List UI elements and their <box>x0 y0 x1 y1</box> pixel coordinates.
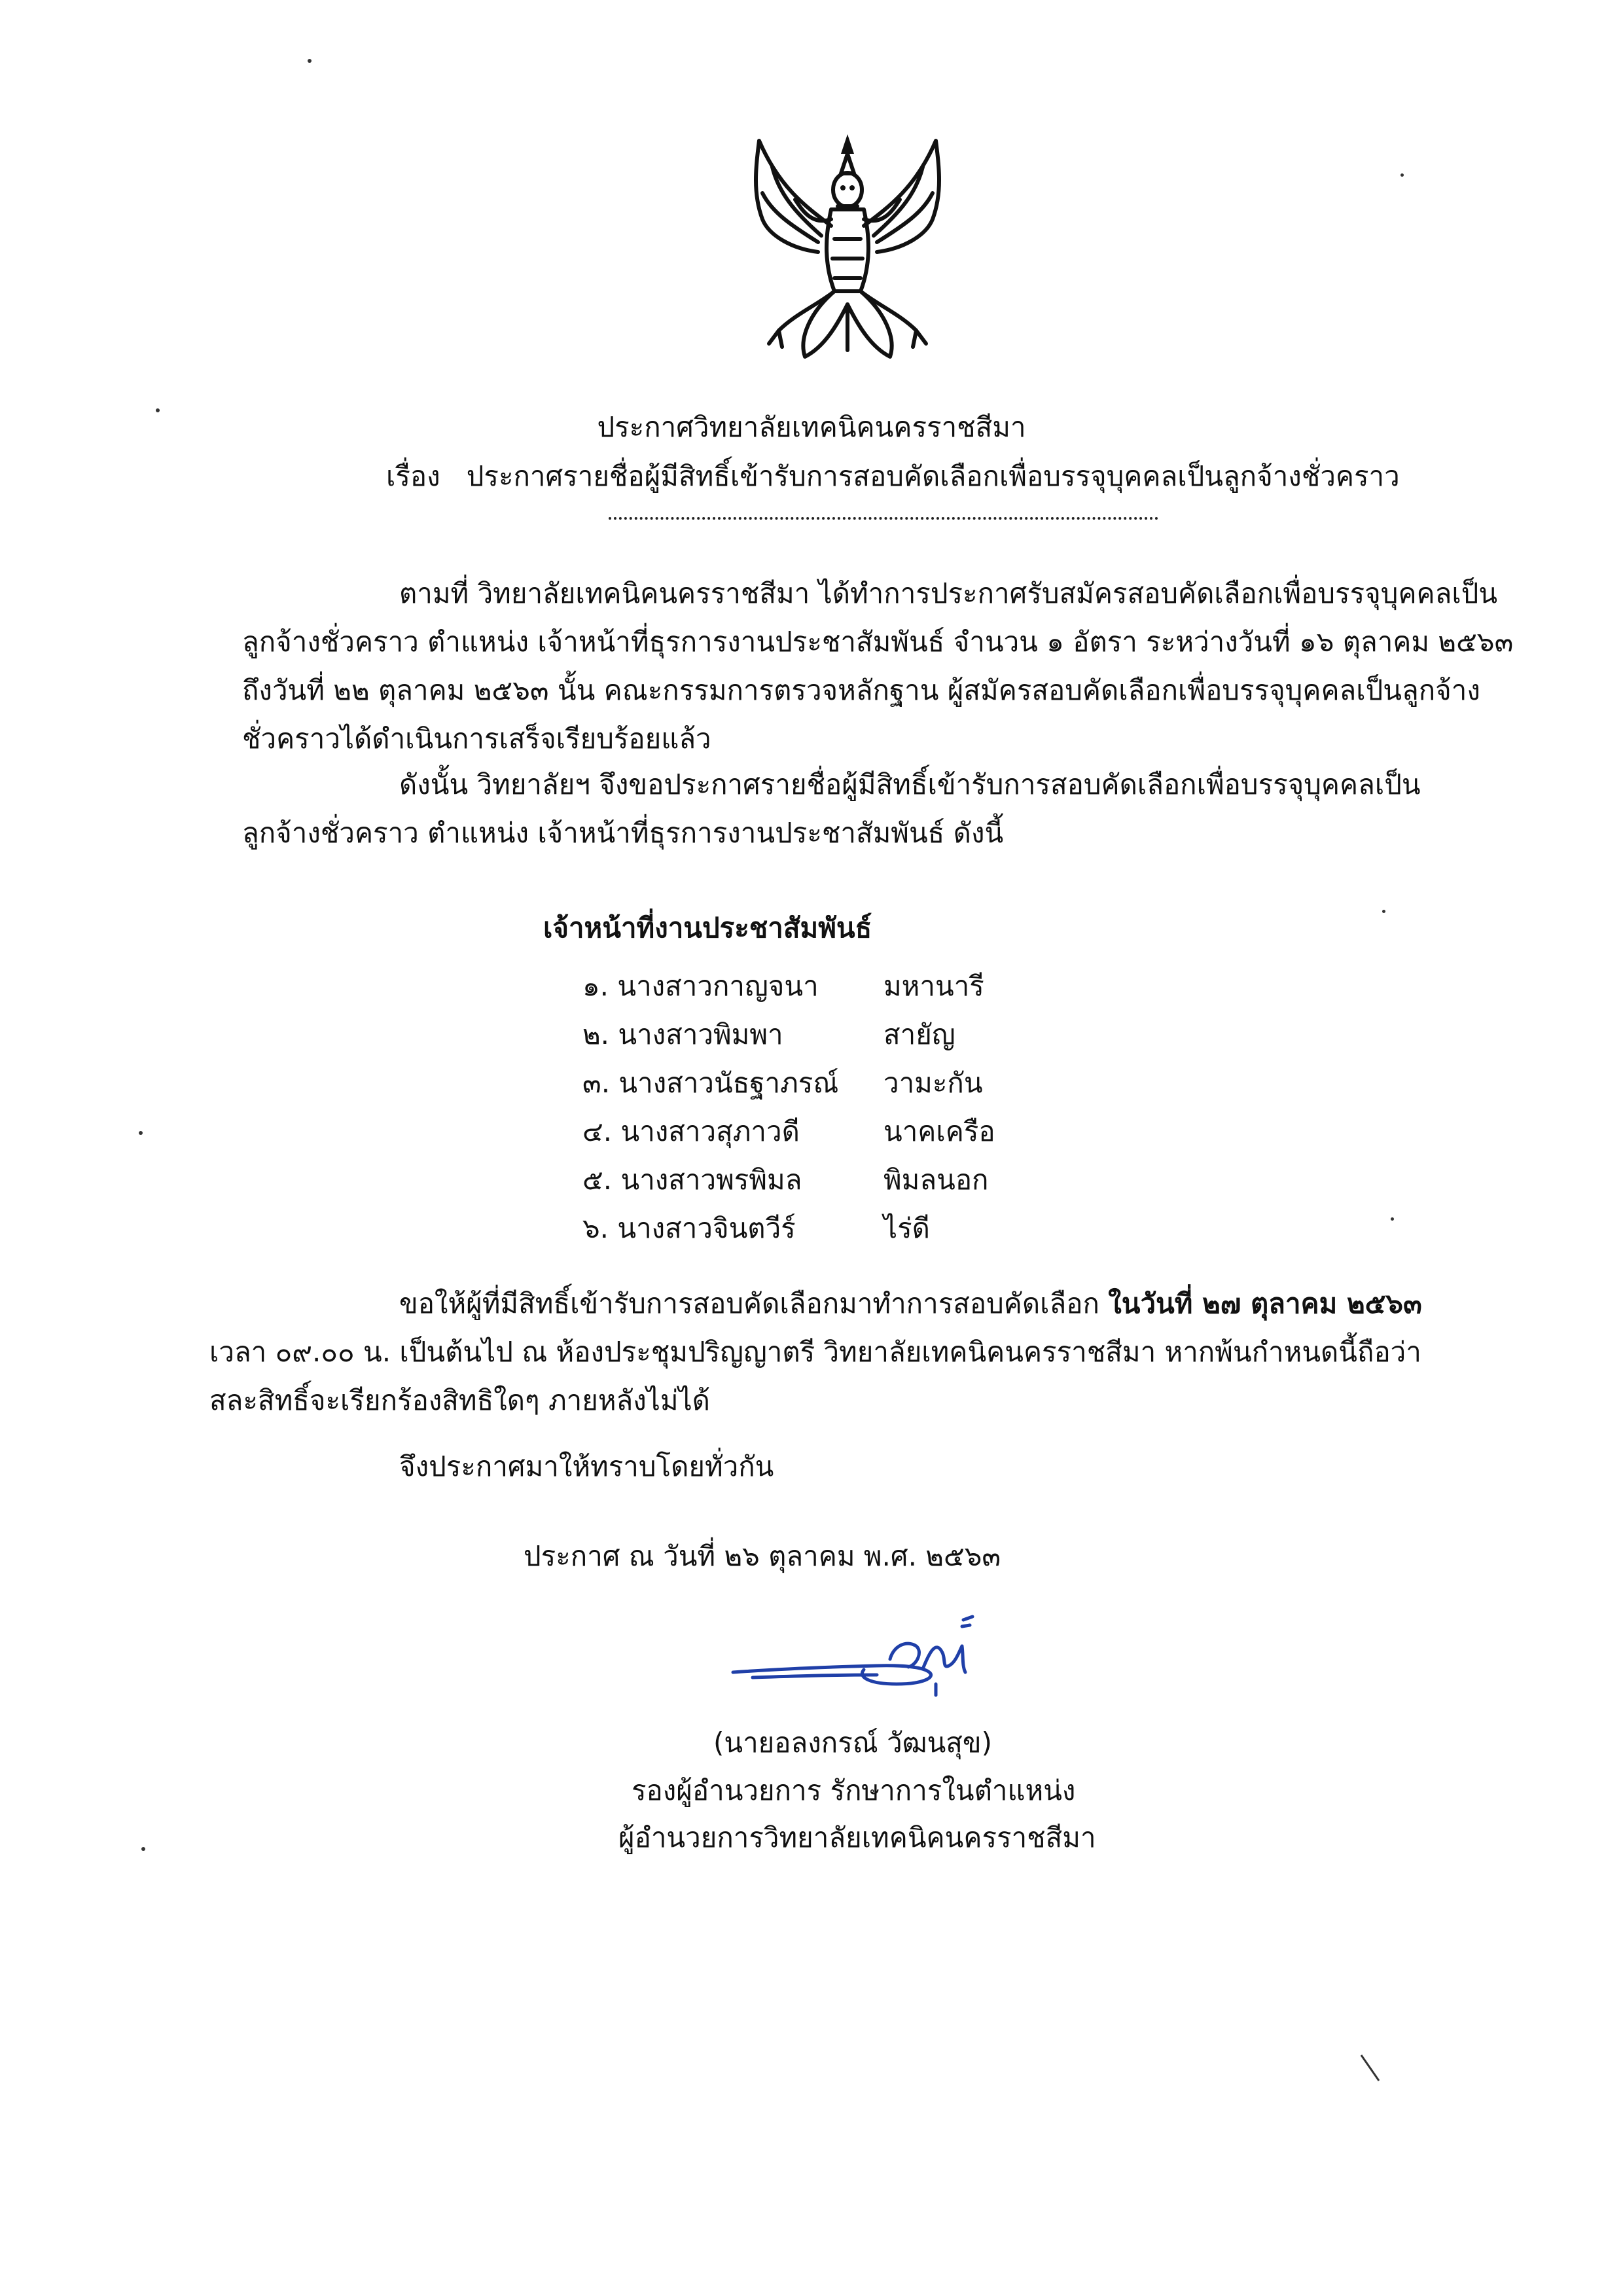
candidate-surname: ไร่ดี <box>883 1212 930 1244</box>
paragraph-3-lead: ขอให้ผู้ที่มีสิทธิ์เข้ารับการสอบคัดเลือกมาทำการสอบคัดเลือก <box>399 1287 1109 1319</box>
subject-text: ประกาศรายชื่อผู้มีสิทธิ์เข้ารับการสอบคัดเลือกเพื่อบรรจุบุคคลเป็นลูกจ้างชั่วคราว <box>466 460 1400 492</box>
candidate-name: ๖. นางสาวจินตวีร์ <box>582 1212 796 1244</box>
position-heading: เจ้าหน้าที่งานประชาสัมพันธ์ <box>543 912 872 944</box>
candidate-surname: พิมลนอก <box>883 1164 989 1196</box>
paragraph-1-line: ถึงวันที่ ๒๒ ตุลาคม ๒๕๖๓ นั้น คณะกรรมการตรวจหลักฐาน ผู้สมัครสอบคัดเลือกเพื่อบรรจุบุคคลเป็นลูกจ้าง <box>242 674 1480 706</box>
scan-speck <box>308 59 312 63</box>
subject-line <box>386 458 1400 495</box>
exam-date-highlight: ในวันที่ ๒๗ ตุลาคม ๒๕๖๓ <box>1108 1287 1422 1319</box>
paragraph-3-line <box>209 1280 1422 1328</box>
handwritten-signature-icon <box>726 1607 1001 1712</box>
scan-speck <box>141 1847 145 1851</box>
announcement-date: ประกาศ ณ วันที่ ๒๖ ตุลาคม พ.ศ. ๒๕๖๓ <box>524 1540 1001 1572</box>
candidate-name: ๓. นางสาวนัธฐาภรณ์ <box>582 1067 839 1099</box>
scan-speck <box>139 1131 143 1135</box>
candidate-surname: นาคเครือ <box>883 1115 995 1147</box>
scan-speck <box>156 408 160 412</box>
issuer-title: ประกาศวิทยาลัยเทคนิคนครราชสีมา <box>597 411 1026 443</box>
paragraph-3-line: เวลา ๐๙.๐๐ น. เป็นต้นไป ณ ห้องประชุมปริญญาตรี วิทยาลัยเทคนิคนครราชสีมา หากพ้นกำหนดนี้ถือว่า <box>209 1336 1421 1368</box>
paragraph-2-line: ดังนั้น วิทยาลัยฯ จึงขอประกาศรายชื่อผู้มีสิทธิ์เข้ารับการสอบคัดเลือกเพื่อบรรจุบุคคลเป็น <box>399 768 1421 800</box>
signer-title-1: รองผู้อำนวยการ รักษาการในตำแหน่ง <box>632 1774 1076 1806</box>
paragraph-2-line: ลูกจ้างชั่วคราว ตำแหน่ง เจ้าหน้าที่ธุรการงานประชาสัมพันธ์ ดังนี้ <box>242 817 1004 849</box>
signer-name: (นายอลงกรณ์ วัฒนสุข) <box>713 1727 993 1759</box>
signer-title-2: ผู้อำนวยการวิทยาลัยเทคนิคนครราชสีมา <box>618 1821 1096 1854</box>
garuda-emblem-icon <box>733 128 962 373</box>
candidate-surname: มหานารี <box>883 970 984 1002</box>
paragraph-3-line: สละสิทธิ์จะเรียกร้องสิทธิใดๆ ภายหลังไม่ได้ <box>209 1384 710 1416</box>
scan-speck <box>1382 910 1385 913</box>
candidate-name: ๒. นางสาวพิมพา <box>582 1018 783 1050</box>
separator-dotted-line <box>609 517 1158 520</box>
scan-speck <box>1391 1217 1394 1221</box>
paragraph-2 <box>242 761 1421 857</box>
candidate-surname: สายัญ <box>883 1018 955 1050</box>
candidate-surname: วามะกัน <box>883 1067 983 1099</box>
closing-line: จึงประกาศมาให้ทราบโดยทั่วกัน <box>399 1450 774 1482</box>
paragraph-3 <box>209 1280 1422 1425</box>
scan-speck <box>1400 173 1404 177</box>
paragraph-1-line: ลูกจ้างชั่วคราว ตำแหน่ง เจ้าหน้าที่ธุรการงานประชาสัมพันธ์ จำนวน ๑ อัตรา ระหว่างวันที่ ๑๖ ตุลาคม ๒๕๖๓ <box>242 626 1514 658</box>
subject-label: เรื่อง <box>386 460 440 492</box>
paragraph-1-line: ตามที่ วิทยาลัยเทคนิคนครราชสีมา ได้ทำการประกาศรับสมัครสอบคัดเลือกเพื่อบรรจุบุคคลเป็น <box>399 577 1498 609</box>
paragraph-1 <box>242 569 1513 763</box>
candidate-name: ๕. นางสาวพรพิมล <box>582 1164 802 1196</box>
scan-mark <box>1358 2052 1384 2085</box>
candidate-name: ๔. นางสาวสุภาวดี <box>582 1115 800 1147</box>
paragraph-1-line: ชั่วคราวได้ดำเนินการเสร็จเรียบร้อยแล้ว <box>242 723 711 755</box>
candidate-name: ๑. นางสาวกาญจนา <box>582 970 819 1002</box>
